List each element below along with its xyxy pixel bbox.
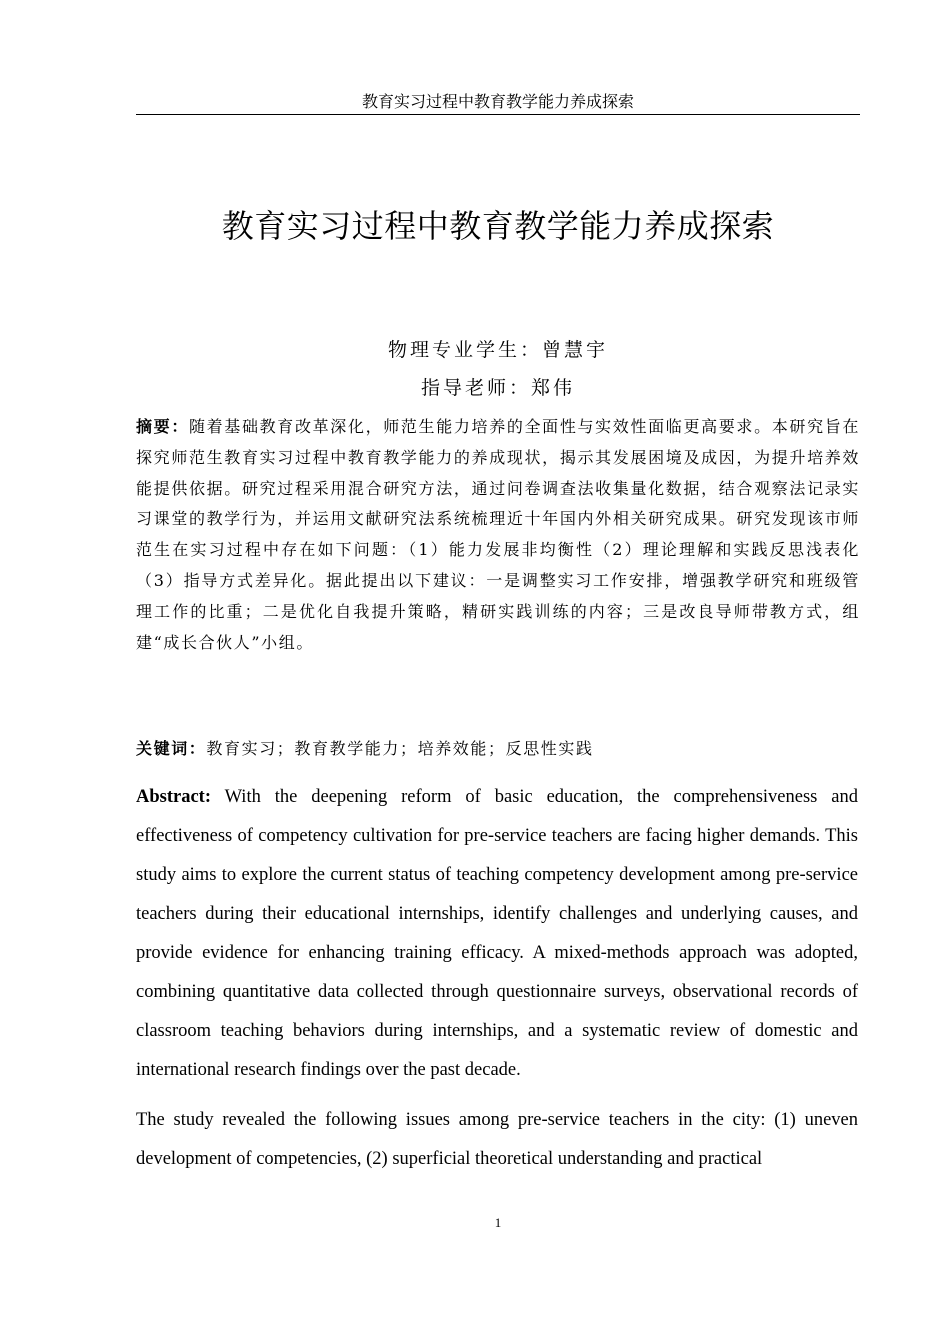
running-header: 教育实习过程中教育教学能力养成探索 — [136, 90, 860, 115]
paper-title: 教育实习过程中教育教学能力养成探索 — [221, 207, 775, 245]
chinese-abstract — [136, 412, 860, 658]
chinese-abstract-label: 摘要： — [136, 417, 189, 436]
advisor-name: 指导老师：郑伟 — [420, 377, 575, 399]
chinese-keywords-label: 关键词： — [136, 739, 207, 758]
chinese-keywords — [136, 734, 860, 764]
chinese-keywords-text: 教育实习；教育教学能力；培养效能；反思性实践 — [206, 739, 594, 758]
page-number: 1 — [494, 1215, 502, 1230]
student-author: 物理专业学生：曾慧宇 — [387, 339, 608, 361]
english-abstract-label: Abstract: — [136, 787, 212, 807]
english-abstract-paragraph-2: The study revealed the following issues among pre-service teachers in the city: (1) uneven development of competencies, (2) superficial theoretical understanding and practical — [136, 1110, 858, 1169]
english-abstract-text: With the deepening reform of basic education, the comprehensiveness and effectiveness of competency cultivation for pre-service teachers are facing higher demands. This study aims to explore the current status of teaching competency development among pre-service teachers during their educational internships, identify challenges and underlying causes, and provide evidence for enhancing training efficacy. A mixed-methods approach was adopted, combining quantitative data collected through questionnaire surveys, observational records of classroom teaching behaviors during internships, and a systematic review of domestic and international research findings over the past decade. — [136, 787, 858, 1080]
english-abstract — [136, 778, 858, 1090]
chinese-abstract-text: 随着基础教育改革深化，师范生能力培养的全面性与实效性面临更高要求。本研究旨在探究师范生教育实习过程中教育教学能力的养成现状，揭示其发展困境及成因，为提升培养效能提供依据。研究过程采用混合研究方法，通过问卷调查法收集量化数据，结合观察法记录实习课堂的教学行为，并运用文献研究法系统梳理近十年国内外相关研究成果。研究发现该市师范生在实习过程中存在如下问题：（1）能力发展非均衡性（2）理论理解和实践反思浅表化（3）指导方式差异化。据此提出以下建议：一是调整实习工作安排，增强教学研究和班级管理工作的比重；二是优化自我提升策略，精研实践训练的内容；三是改良导师带教方式，组建“成长合伙人”小组。 — [136, 417, 860, 652]
